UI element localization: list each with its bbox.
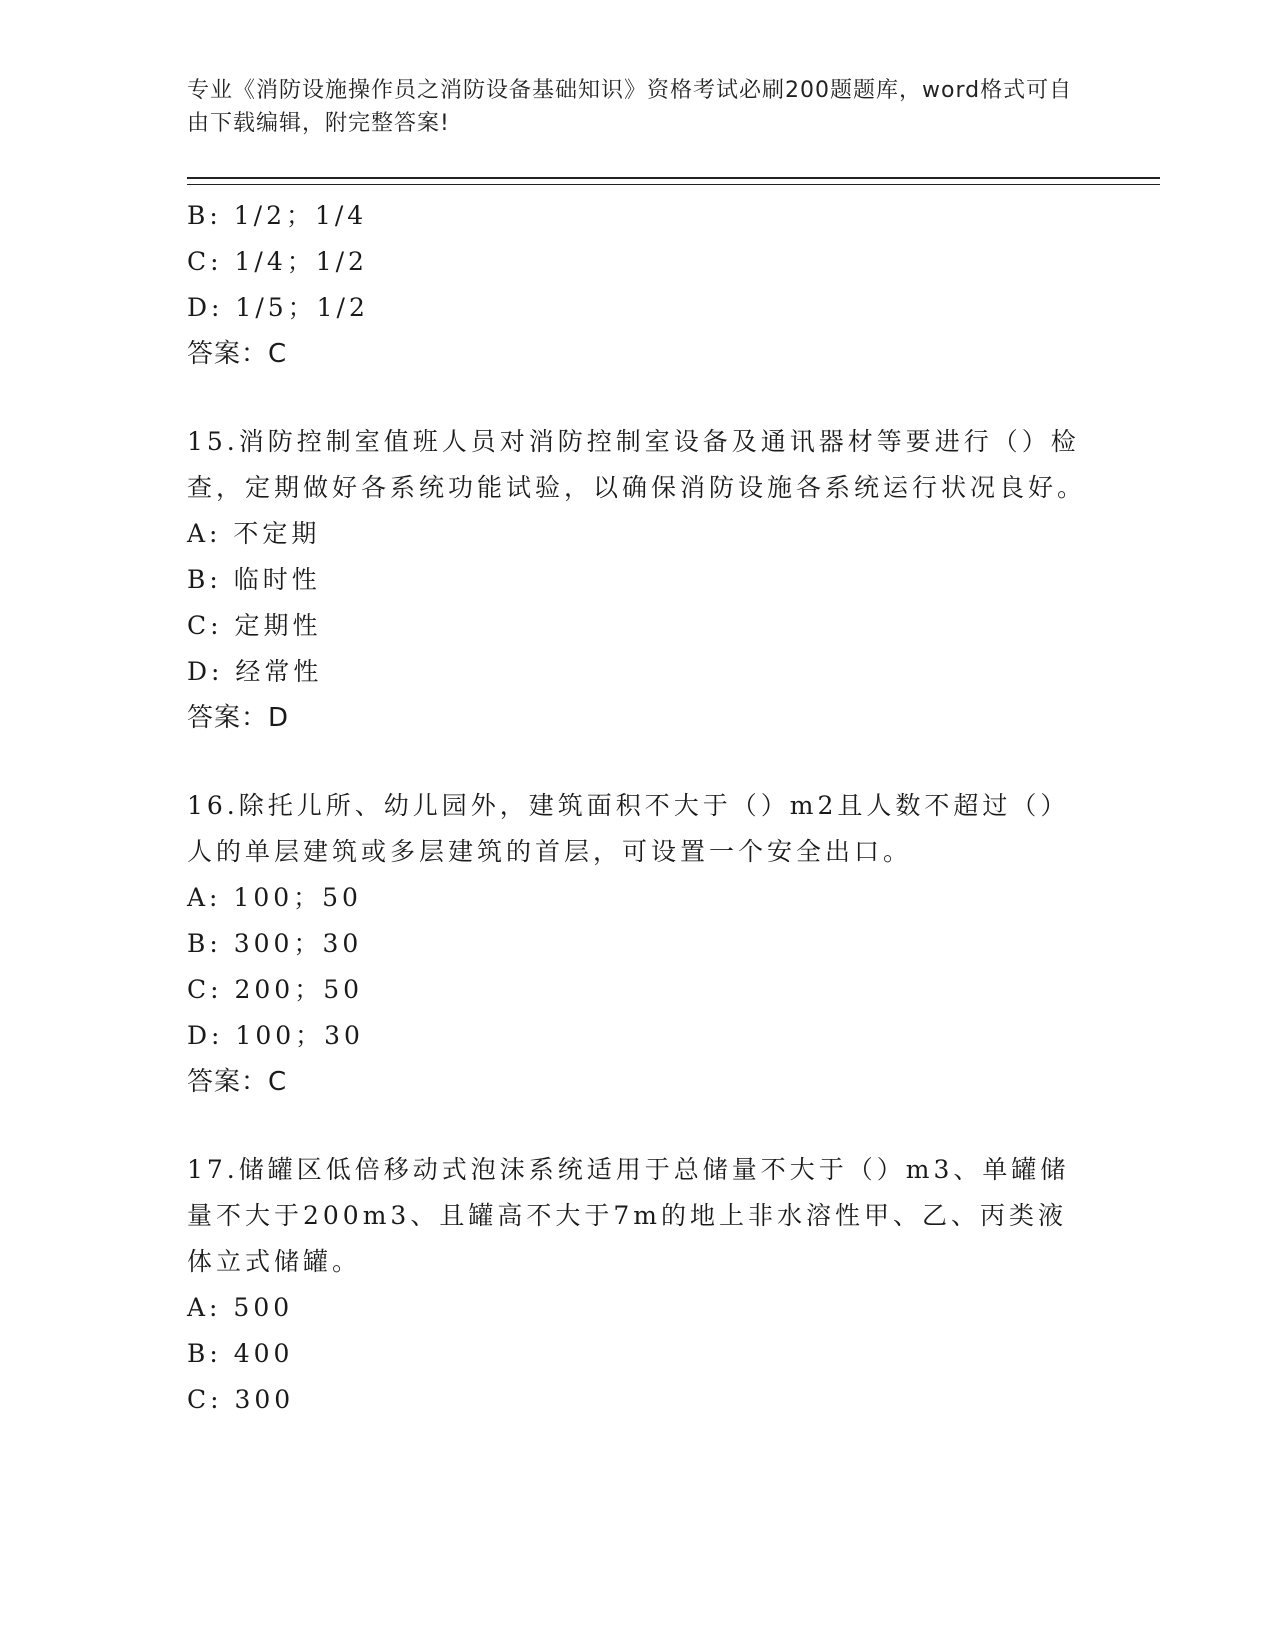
option-b: B: 临时性 [187, 565, 321, 594]
option-d: D: 1/5；1/2 [187, 293, 369, 322]
option-b: B: 400 [187, 1339, 294, 1368]
option-a: A: 不定期 [187, 519, 321, 548]
option-c: C: 200；50 [187, 975, 364, 1004]
option-a: A: 500 [187, 1293, 294, 1322]
question-16 [187, 783, 1087, 1105]
option-b: B: 300；30 [187, 929, 363, 958]
question-text: 15.消防控制室值班人员对消防控制室设备及通讯器材等要进行（）检查，定期做好各系统功能试验，以确保消防设施各系统运行状况良好。 [187, 427, 1087, 502]
option-d: D: 100；30 [187, 1021, 364, 1050]
question-text: 16.除托儿所、幼儿园外，建筑面积不大于（）m2且人数不超过（）人的单层建筑或多层建筑的首层，可设置一个安全出口。 [187, 791, 1070, 866]
answer: 答案：D [187, 703, 290, 733]
answer: 答案：C [187, 1067, 288, 1097]
document-header: 专业《消防设施操作员之消防设备基础知识》资格考试必刷200题题库，word格式可自由下载编辑，附完整答案! [187, 78, 1073, 136]
option-c: C: 1/4；1/2 [187, 247, 368, 276]
previous-question-tail [187, 193, 1087, 377]
question-text: 17.储罐区低倍移动式泡沫系统适用于总储量不大于（）m3、单罐储量不大于200m3、且罐高不大于7m的地上非水溶性甲、乙、丙类液体立式储罐。 [187, 1155, 1070, 1276]
answer: 答案：C [187, 339, 288, 369]
question-17 [187, 1147, 1087, 1423]
option-a: A: 100；50 [187, 883, 362, 912]
header-rule-thick [187, 177, 1160, 179]
option-c: C: 300 [187, 1385, 295, 1414]
question-15 [187, 419, 1087, 741]
option-d: D: 经常性 [187, 657, 323, 686]
option-b: B: 1/2；1/4 [187, 201, 368, 230]
header-rule-thin [187, 184, 1160, 185]
option-c: C: 定期性 [187, 611, 322, 640]
document-content [187, 193, 1087, 1423]
